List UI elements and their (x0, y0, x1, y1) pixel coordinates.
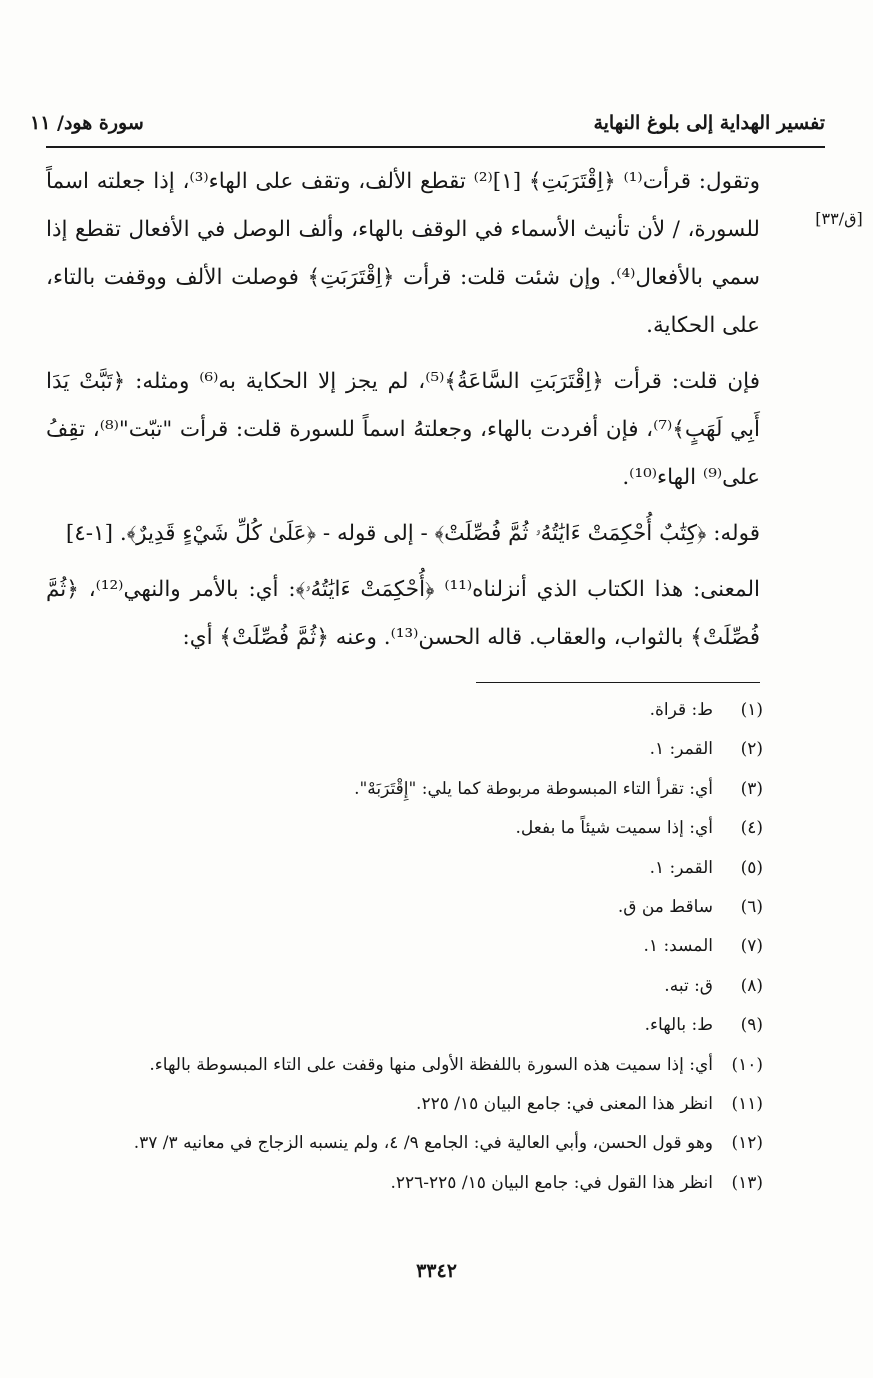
footnote-text: انظر هذا المعنى في: جامع البيان ١٥/ ٢٢٥. (416, 1093, 713, 1114)
paragraph: وتقول: قرأت⁽¹⁾ ﴿اِقْتَرَبَتِ﴾ [١]⁽²⁾ تقطع الألف، وتقف على الهاء⁽³⁾، إذا جعلته اسماً للسورة، / لأن تأنيث الأسماء في الوقف بالهاء، وألف الوصل في الأفعال تقطع إذا سمي بالأفعال⁽⁴⁾. وإن شئت قلت: قرأت ﴿اِقْتَرَبَتِ﴾ فوصلت الألف ووقفت بالتاء، على الحكاية. (46, 169, 760, 338)
footnote-number: (٣) (740, 778, 763, 799)
running-header (30, 100, 825, 134)
footnote-number: (١٣) (731, 1172, 763, 1193)
footnote (46, 1055, 763, 1094)
manuscript-margin-note: [ق/٣٣] (815, 209, 863, 228)
book-title: تفسير الهداية إلى بلوغ النهاية (593, 112, 825, 134)
main-text (46, 158, 760, 670)
footnote-text: انظر هذا القول في: جامع البيان ١٥/ ٢٢٥-٢٢٦. (390, 1172, 713, 1193)
footnote-text: المسد: ١. (643, 936, 713, 957)
footnote-number: (٥) (740, 857, 763, 878)
footnote-number: (٩) (740, 1015, 763, 1036)
surah-reference: سورة هود/ ١١ (30, 112, 144, 134)
page-number: ٣٣٤٢ (416, 1260, 457, 1282)
footnote (46, 1094, 763, 1133)
footnote-text: القمر: ١. (649, 857, 713, 878)
footnote (46, 818, 763, 857)
footnote-text: أي: إذا سميت شيئاً ما بفعل. (515, 818, 713, 839)
footnote-text: أي: إذا سميت هذه السورة باللفظة الأولى منها وقفت على التاء المبسوطة بالهاء. (149, 1054, 713, 1075)
footnote-number: (١٢) (731, 1133, 763, 1154)
footnote-text: ساقط من ق. (617, 896, 713, 917)
footnote-number: (٢) (740, 739, 763, 760)
footnote-number: (١) (740, 700, 763, 720)
footnote-number: (٨) (740, 975, 763, 996)
footnote (46, 1133, 763, 1172)
footnote-divider (476, 682, 760, 683)
footnote-number: (٦) (740, 896, 763, 917)
footnote-text: وهو قول الحسن، وأبي العالية في: الجامع ٩/ ٤، ولم ينسبه الزجاج في معانيه ٣/ ٣٧. (133, 1133, 713, 1154)
footnote (46, 700, 763, 739)
footnote (46, 1173, 763, 1212)
footnote (46, 976, 763, 1015)
footnote (46, 858, 763, 897)
footnote (46, 897, 763, 936)
footnote (46, 936, 763, 975)
footnote-number: (٧) (740, 936, 763, 957)
paragraph: المعنى: هذا الكتاب الذي أنزلناه⁽¹¹⁾ ﴿أُحْكِمَتْ ءَايَٰتُهُۥ﴾: أي: بالأمر والنهي⁽¹²⁾، ﴿ثُمَّ فُصِّلَتْ﴾ بالثواب، والعقاب. قاله الحسن⁽¹³⁾. وعنه ﴿ثُمَّ فُصِّلَتْ﴾ أي: (46, 577, 760, 650)
footnote (46, 1015, 763, 1054)
footnote-text: ط: بالهاء. (644, 1015, 713, 1036)
footnote-text: أي: تقرأ التاء المبسوطة مربوطة كما يلي: "إِقْتَرَبَهْ". (354, 778, 713, 799)
footnotes (46, 700, 763, 1212)
header-divider (46, 146, 825, 148)
footnote-text: القمر: ١. (649, 739, 713, 760)
footnote-text: ط: قراة. (649, 700, 713, 720)
footnote-text: ق: تبه. (664, 975, 713, 996)
footnote (46, 779, 763, 818)
footnote-number: (٤) (740, 818, 763, 839)
footnote-number: (١٠) (731, 1054, 763, 1075)
footnote (46, 739, 763, 778)
footnote-number: (١١) (731, 1093, 763, 1114)
paragraph: قوله: ﴿كِتَٰبٌ أُحْكِمَتْ ءَايَٰتُهُۥ ثُمَّ فُصِّلَتْ﴾ - إلى قوله - ﴿عَلَىٰ كُلِّ شَيْءٍ قَدِيرٌ﴾. [١-٤] (65, 521, 760, 546)
paragraph: فإن قلت: قرأت ﴿اِقْتَرَبَتِ السَّاعَةُ﴾⁽⁵⁾، لم يجز إلا الحكاية به⁽⁶⁾ ومثله: ﴿تَبَّتْ يَدَا أَبِي لَهَبٍ﴾⁽⁷⁾، فإن أفردت بالهاء، وجعلتهُ اسماً للسورة قلت: قرأت "تبّت"⁽⁸⁾، تقِفُ على⁽⁹⁾ الهاء⁽¹⁰⁾. (46, 369, 761, 490)
